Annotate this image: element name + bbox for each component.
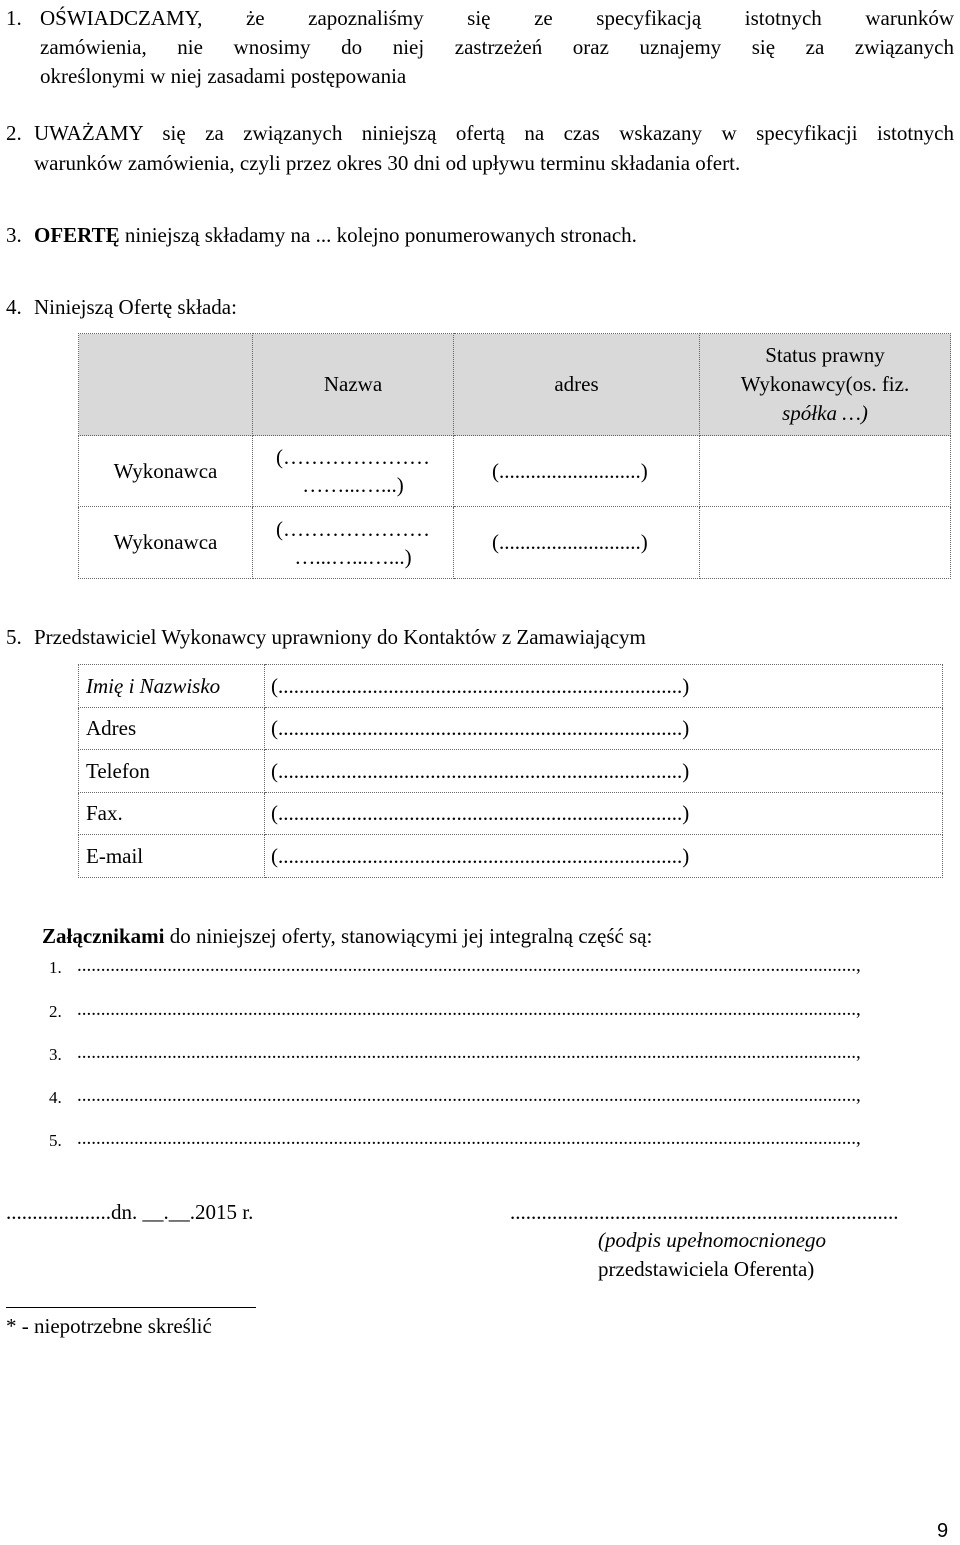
- place-date: ....................dn. __.__.2015 r.: [6, 1200, 254, 1224]
- offer-table-row: [79, 436, 951, 507]
- contact-value-address: (.............................................................................): [265, 708, 943, 750]
- item-4-text: Niniejszą Ofertę składa:: [34, 295, 237, 319]
- footnote: * - niepotrzebne skreślić: [6, 1314, 212, 1338]
- item-2-line-2: warunków zamówienia, czyli przez okres 30 dni od upływu terminu składania ofert.: [34, 151, 741, 175]
- contact-row-address: [79, 708, 943, 750]
- contact-row-fax: [79, 793, 943, 835]
- attachments-heading-bold: Załącznikami: [42, 924, 165, 948]
- contact-label-email: E-mail: [79, 835, 265, 878]
- attachment-number: 1.: [49, 958, 62, 977]
- item-3-line: [34, 223, 637, 248]
- attachment-dots: ....................................................................................................................................................................,: [77, 1085, 861, 1106]
- offer-table: [78, 333, 951, 579]
- item-3-heading: OFERTĘ: [34, 223, 120, 247]
- offer-header-adres: adres: [454, 334, 700, 436]
- offer-row-adres: (...........................): [454, 507, 700, 579]
- item-1-line-2: zamówienia, nie wnosimy do niej zastrzeżeń oraz uznajemy się za związanych: [40, 35, 954, 59]
- signature-dots: ..........................................................................: [510, 1200, 899, 1224]
- contact-label-fax: Fax.: [79, 793, 265, 835]
- offer-header-nazwa: Nazwa: [253, 334, 454, 436]
- offer-row-label: Wykonawca: [79, 436, 253, 507]
- offer-row-nazwa: (………………… …...…...…...): [253, 507, 454, 579]
- contact-value-phone: (.............................................................................): [265, 750, 943, 793]
- offer-row-status: [700, 507, 951, 579]
- contact-row-email: [79, 835, 943, 878]
- offer-header-status-line-3: spółka …): [782, 401, 868, 425]
- offer-row-status: [700, 436, 951, 507]
- attachment-number: 5.: [49, 1131, 62, 1150]
- item-1-number: 1.: [6, 6, 22, 30]
- item-1-text: , że zapoznaliśmy się ze specyfikacją istotnych warunków: [197, 6, 954, 30]
- footnote-rule: [6, 1307, 256, 1308]
- attachment-number: 4.: [49, 1088, 62, 1107]
- item-3-number: 3.: [6, 223, 22, 247]
- contact-value-fax: (.............................................................................): [265, 793, 943, 835]
- offer-row-label: Wykonawca: [79, 507, 253, 579]
- contact-table: [78, 664, 943, 878]
- item-4-number: 4.: [6, 295, 22, 319]
- attachment-dots: ....................................................................................................................................................................,: [77, 955, 861, 976]
- item-5-text: Przedstawiciel Wykonawcy uprawniony do Kontaktów z Zamawiającym: [34, 625, 646, 649]
- offer-header-status-line-1: Status prawny: [765, 343, 885, 367]
- page-number: 9: [937, 1520, 949, 1542]
- contact-label-address: Adres: [79, 708, 265, 750]
- item-1-heading: OŚWIADCZAMY: [40, 6, 198, 30]
- offer-table-header-row: [79, 334, 951, 436]
- contact-label-phone: Telefon: [79, 750, 265, 793]
- attachment-dots: ....................................................................................................................................................................,: [77, 1128, 861, 1149]
- attachments-heading-text: do niniejszej oferty, stanowiącymi jej integralną część są:: [164, 924, 653, 948]
- item-5-number: 5.: [6, 625, 22, 649]
- attachment-dots: ....................................................................................................................................................................,: [77, 999, 861, 1020]
- offer-row-nazwa: (………………… ……...…...): [253, 436, 454, 507]
- item-1-line-3: określonymi w niej zasadami postępowania: [40, 64, 407, 88]
- offer-table-row: [79, 507, 951, 579]
- item-1-line-1: [40, 6, 954, 31]
- offer-header-status-line-2: Wykonawcy(os. fiz.: [740, 372, 910, 396]
- signature-caption-line-1: (podpis upełnomocnionego: [598, 1228, 827, 1252]
- contact-value-name: (.............................................................................): [265, 665, 943, 708]
- attachments-heading: [42, 924, 652, 949]
- item-2-number: 2.: [6, 121, 22, 145]
- attachment-number: 2.: [49, 1002, 62, 1021]
- contact-label-name: Imię i Nazwisko: [79, 665, 265, 708]
- offer-header-blank-cell: [79, 334, 253, 436]
- contact-row-name: [79, 665, 943, 708]
- contact-row-phone: [79, 750, 943, 793]
- signature-caption-line-2: przedstawiciela Oferenta): [598, 1257, 815, 1281]
- offer-row-adres: (...........................): [454, 436, 700, 507]
- attachment-number: 3.: [49, 1045, 62, 1064]
- offer-header-status: [700, 334, 951, 436]
- item-2-line-1: UWAŻAMY się za związanych niniejszą ofertą na czas wskazany w specyfikacji istotnych: [34, 121, 954, 145]
- contact-value-email: (.............................................................................): [265, 835, 943, 878]
- item-3-text: niniejszą składamy na ... kolejno ponumerowanych stronach.: [119, 223, 637, 247]
- attachment-dots: ....................................................................................................................................................................,: [77, 1042, 861, 1063]
